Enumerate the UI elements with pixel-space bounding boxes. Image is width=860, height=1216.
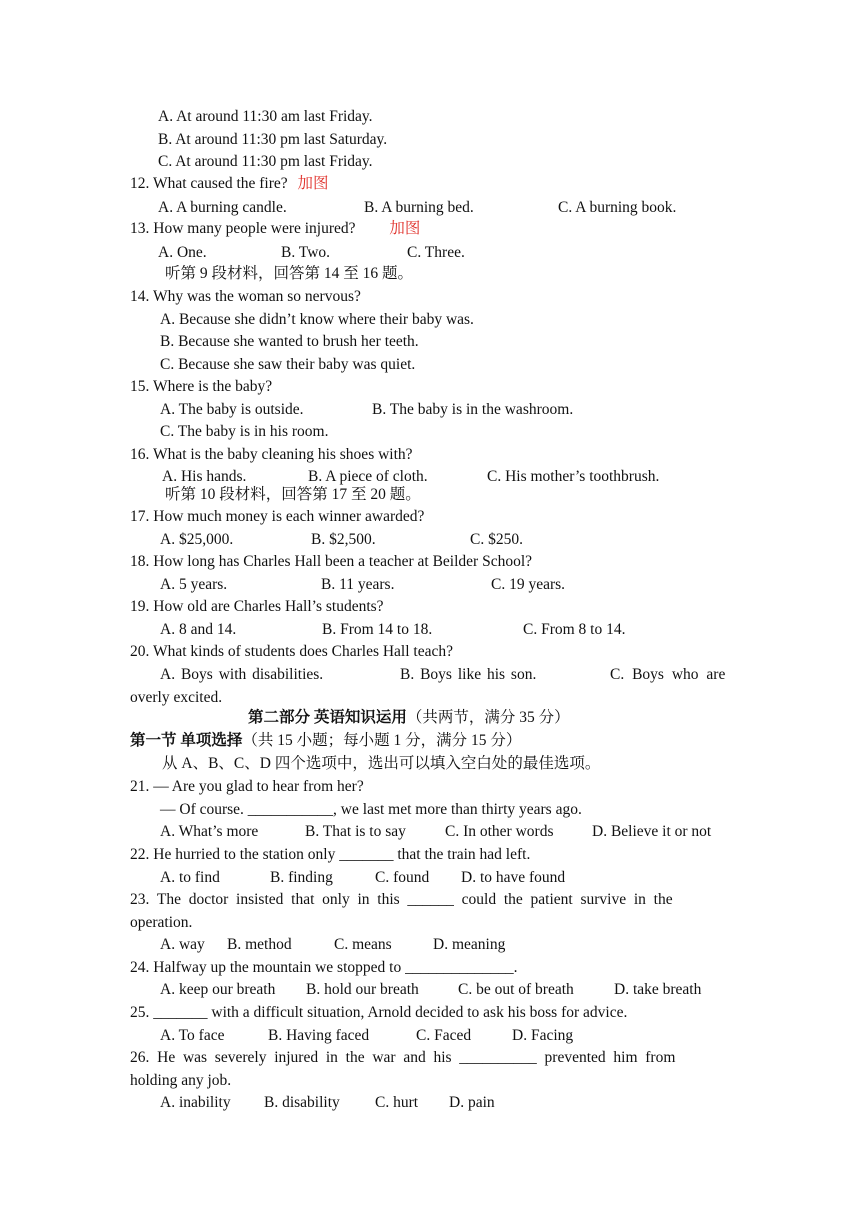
q24-option-d: D. take breath: [614, 981, 702, 998]
q15-option-c: C. The baby is in his room.: [160, 423, 329, 440]
q22-option-d: D. to have found: [461, 869, 566, 886]
q19-option-c: C. From 8 to 14.: [523, 621, 626, 638]
q12-option-c: C. A burning book.: [558, 199, 677, 216]
q25-question: 25. _______ with a difficult situation, Arnold decided to ask his boss for advice.: [130, 1004, 628, 1021]
q24-option-c: C. be out of breath: [458, 981, 574, 998]
q21-option-c: C. In other words: [445, 823, 554, 840]
q26-option-a: A. inability: [160, 1094, 231, 1111]
q19-option-a: A. 8 and 14.: [160, 621, 237, 638]
q14-question: 14. Why was the woman so nervous?: [130, 288, 361, 305]
q26-line-2: holding any job.: [130, 1072, 232, 1089]
q25-option-c: C. Faced: [416, 1027, 472, 1044]
q13-option-c: C. Three.: [407, 244, 465, 261]
q25-option-a: A. To face: [160, 1027, 225, 1044]
section-1-title: [130, 730, 521, 753]
q15-option-a: A. The baby is outside.: [160, 401, 304, 418]
q26-option-c: C. hurt: [375, 1094, 419, 1111]
q11-option-c: C. At around 11:30 pm last Friday.: [158, 153, 373, 170]
q12-option-a: A. A burning candle.: [158, 199, 287, 216]
q18-option-c: C. 19 years.: [491, 576, 566, 593]
q15-question: 15. Where is the baby?: [130, 378, 273, 395]
section-9-instruction: 听第 9 段材料，回答第 14 至 16 题。: [165, 265, 414, 282]
part-2-title: [248, 707, 570, 730]
q26-option-d: D. pain: [449, 1094, 495, 1111]
q24-option-a: A. keep our breath: [160, 981, 276, 998]
q22-option-a: A. to find: [160, 869, 220, 886]
q22-option-c: C. found: [375, 869, 430, 886]
q20-question: 20. What kinds of students does Charles Hall teach?: [130, 643, 453, 660]
q11-option-a: A. At around 11:30 am last Friday.: [158, 108, 373, 125]
q18-option-b: B. 11 years.: [321, 576, 395, 593]
q19-option-b: B. From 14 to 18.: [322, 621, 433, 638]
q19-question: 19. How old are Charles Hall’s students?: [130, 598, 384, 615]
q23-line-2: operation.: [130, 914, 193, 931]
q16-option-c: C. His mother’s toothbrush.: [487, 468, 660, 485]
q16-question: 16. What is the baby cleaning his shoes with?: [130, 446, 413, 463]
q23-option-c: C. means: [334, 936, 392, 953]
q11-option-b: B. At around 11:30 pm last Saturday.: [158, 131, 388, 148]
q13-option-b: B. Two.: [281, 244, 331, 261]
q13-option-a: A. One.: [158, 244, 207, 261]
q21-line-2: — Of course. ___________, we last met more than thirty years ago.: [160, 801, 582, 818]
q16-option-a: A. His hands.: [162, 468, 247, 485]
q23-line-1: 23. The doctor insisted that only in this ______ could the patient survive in the: [130, 891, 673, 908]
q12-question: [130, 173, 329, 196]
q14-option-c: C. Because she saw their baby was quiet.: [160, 356, 416, 373]
part-2-title-note: （共两节，满分 35 分）: [406, 709, 570, 726]
q18-question: 18. How long has Charles Hall been a teacher at Beilder School?: [130, 553, 533, 570]
section-1-title-text: 第一节 单项选择: [130, 732, 243, 749]
q20-option-a: A. Boys with disabilities.: [160, 666, 324, 683]
q20-option-c: C. Boys who are: [610, 666, 726, 683]
section-1-instruction: 从 A、B、C、D 四个选项中，选出可以填入空白处的最佳选项。: [162, 755, 601, 772]
q14-option-a: A. Because she didn’t know where their baby was.: [160, 311, 474, 328]
q12-note: 加图: [297, 175, 329, 192]
q26-option-b: B. disability: [264, 1094, 340, 1111]
q13-text: 13. How many people were injured?: [130, 220, 356, 237]
q21-option-d: D. Believe it or not: [592, 823, 712, 840]
q22-option-b: B. finding: [270, 869, 333, 886]
q22-question: 22. He hurried to the station only _______ that the train had left.: [130, 846, 531, 863]
q12-option-b: B. A burning bed.: [364, 199, 474, 216]
q14-option-b: B. Because she wanted to brush her teeth.: [160, 333, 419, 350]
q23-option-b: B. method: [227, 936, 292, 953]
q21-line-1: 21. — Are you glad to hear from her?: [130, 778, 364, 795]
q12-text: 12. What caused the fire?: [130, 175, 288, 192]
q16-option-b: B. A piece of cloth.: [308, 468, 428, 485]
q21-option-b: B. That is to say: [305, 823, 406, 840]
q13-note: 加图: [389, 220, 421, 237]
q17-option-a: A. $25,000.: [160, 531, 234, 548]
q25-option-d: D. Facing: [512, 1027, 574, 1044]
q15-option-b: B. The baby is in the washroom.: [372, 401, 574, 418]
part-2-title-text: 第二部分 英语知识运用: [248, 709, 407, 726]
q21-option-a: A. What’s more: [160, 823, 259, 840]
q17-option-b: B. $2,500.: [311, 531, 376, 548]
section-1-title-note: （共 15 小题；每小题 1 分，满分 15 分）: [242, 732, 522, 749]
q13-question: [130, 218, 420, 241]
q20-option-b: B. Boys like his son.: [400, 666, 537, 683]
q20-option-c-continued: overly excited.: [130, 689, 223, 706]
q17-question: 17. How much money is each winner awarded?: [130, 508, 425, 525]
q17-option-c: C. $250.: [470, 531, 523, 548]
section-10-instruction: 听第 10 段材料，回答第 17 至 20 题。: [165, 486, 421, 503]
q23-option-a: A. way: [160, 936, 205, 953]
q26-line-1: 26. He was severely injured in the war and his __________ prevented him from: [130, 1049, 676, 1066]
q24-question: 24. Halfway up the mountain we stopped to ______________.: [130, 959, 518, 976]
q18-option-a: A. 5 years.: [160, 576, 228, 593]
q25-option-b: B. Having faced: [268, 1027, 370, 1044]
q24-option-b: B. hold our breath: [306, 981, 419, 998]
q23-option-d: D. meaning: [433, 936, 506, 953]
